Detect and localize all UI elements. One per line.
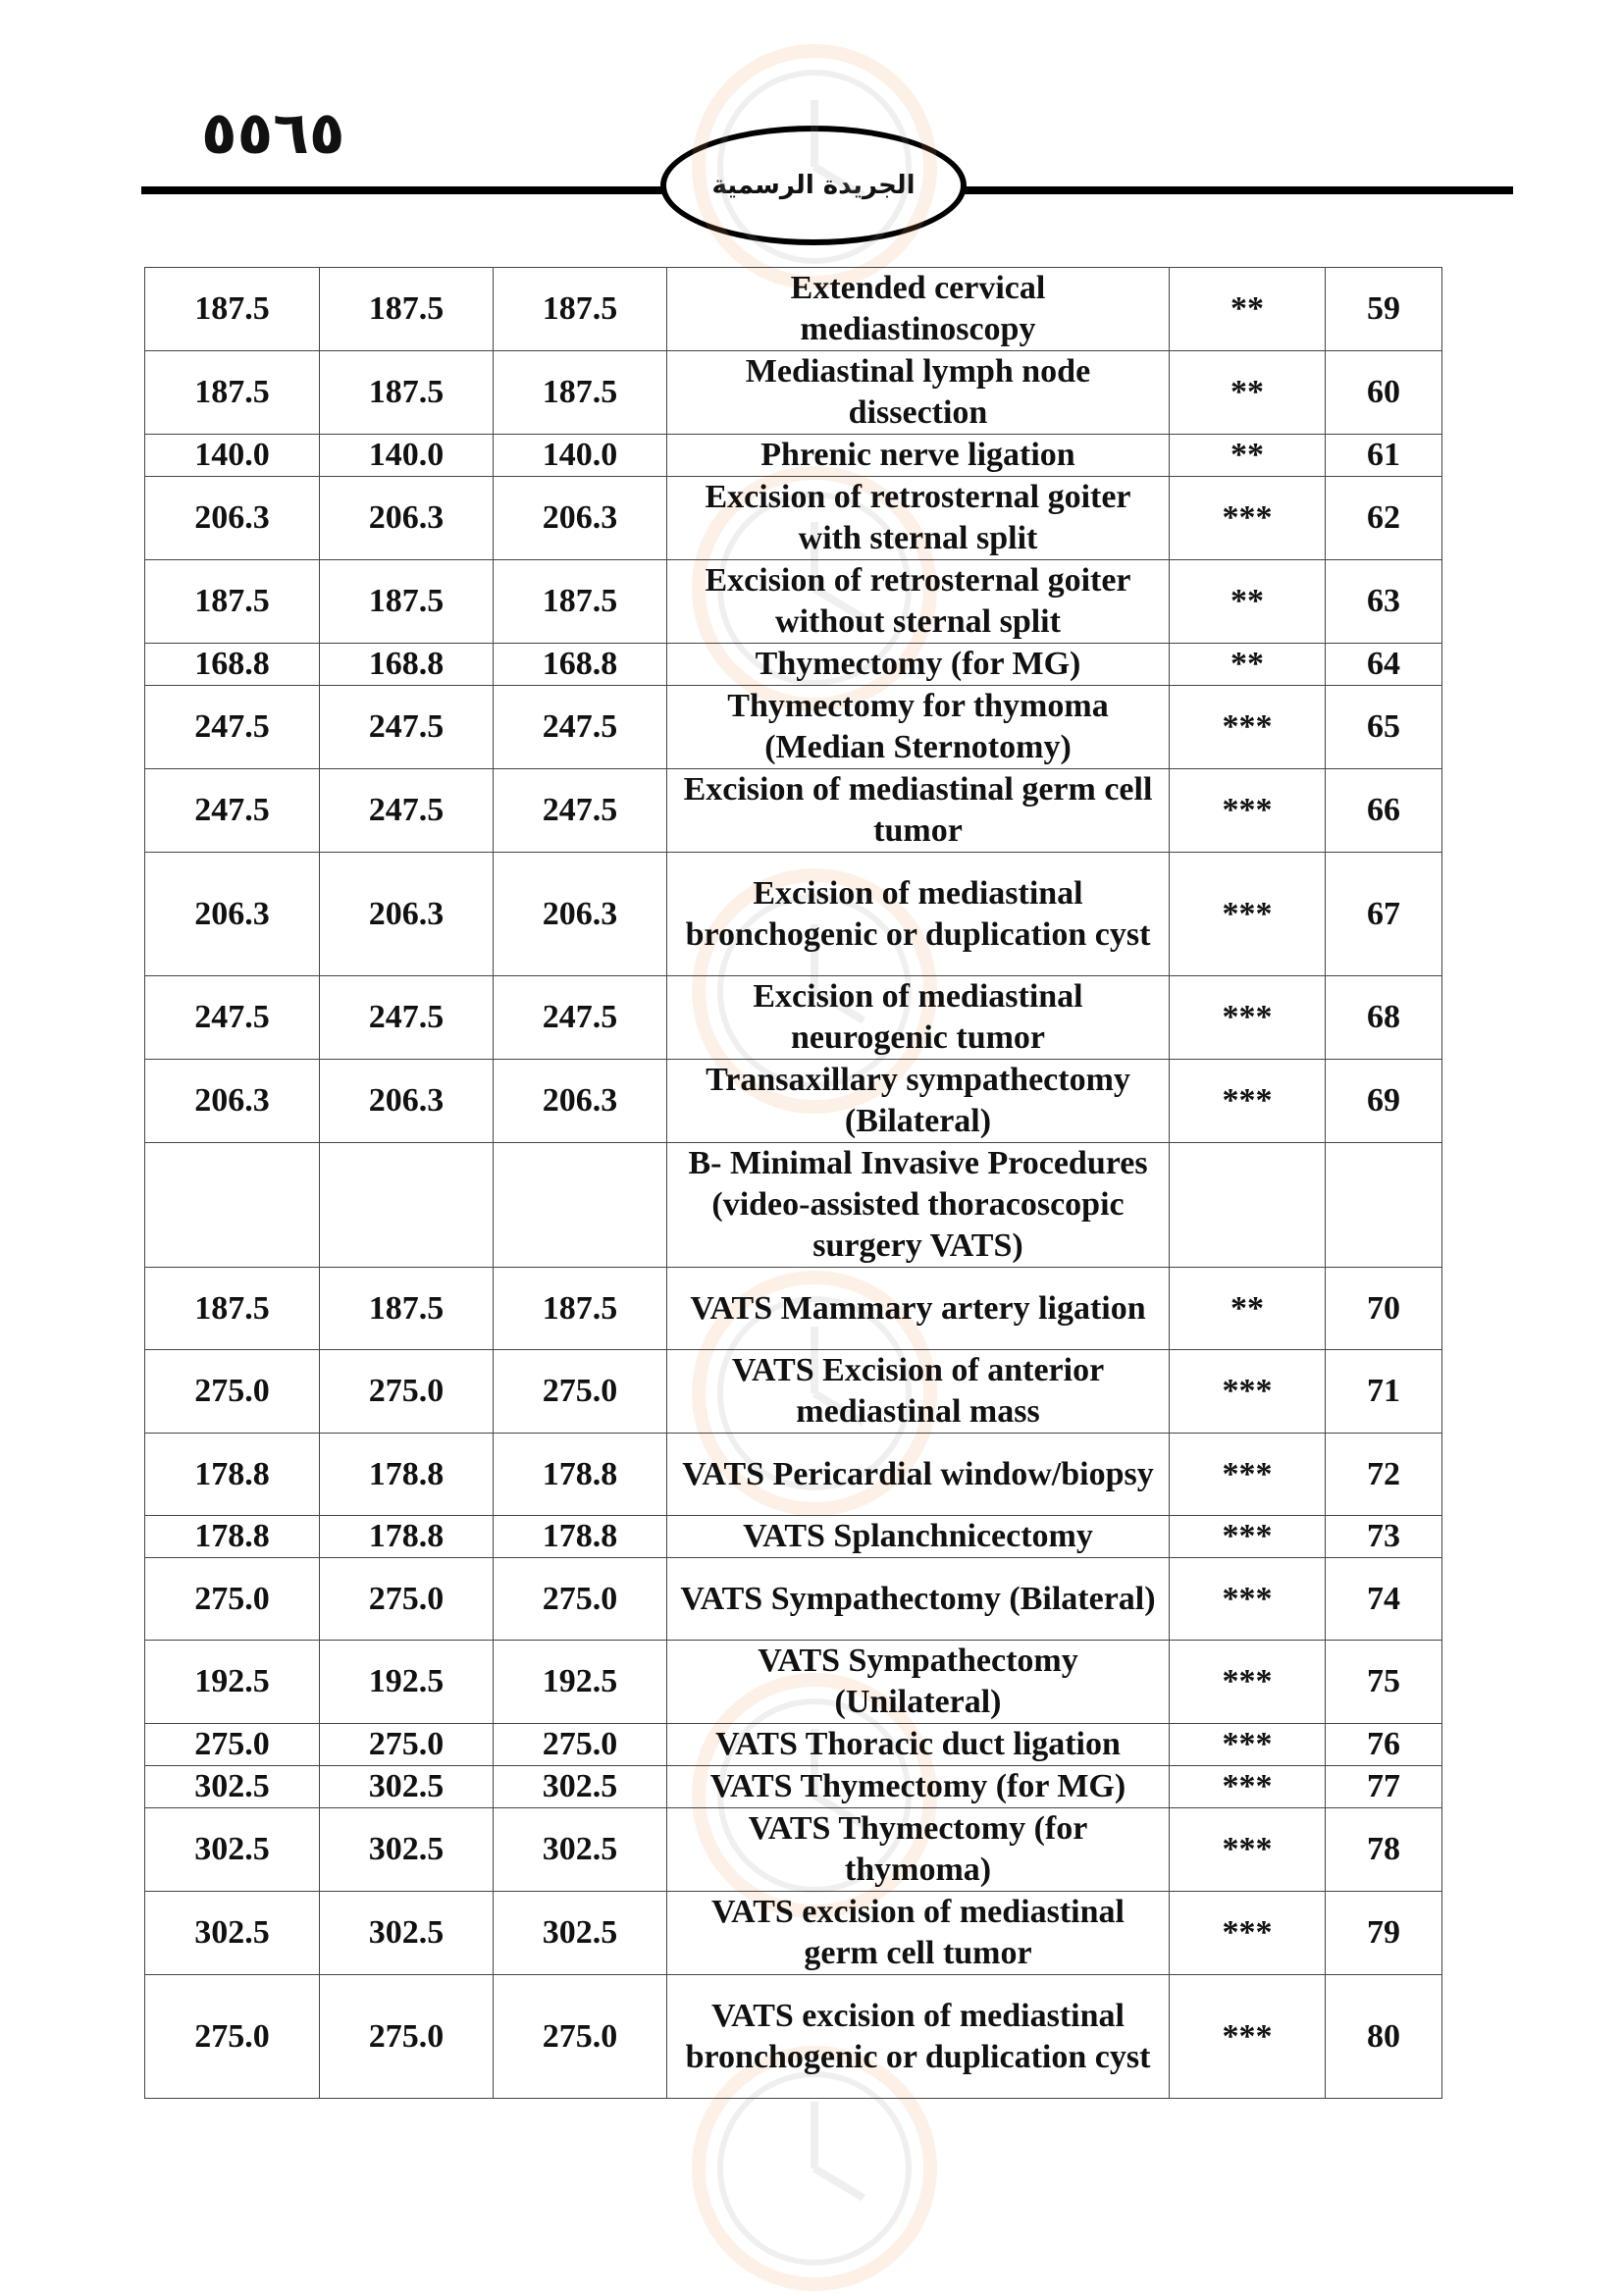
fee-value-1: 206.3 (145, 853, 320, 976)
fee-value-3: 206.3 (494, 853, 667, 976)
table-row (145, 1892, 1442, 1975)
fee-value-1 (145, 1143, 320, 1268)
table-row (145, 686, 1442, 769)
row-number: 75 (1326, 1641, 1442, 1724)
fee-value-2: 187.5 (320, 1268, 494, 1350)
table-row (145, 1975, 1442, 2099)
fee-value-2: 187.5 (320, 560, 494, 644)
fee-value-2: 178.8 (320, 1516, 494, 1558)
table-row (145, 1808, 1442, 1892)
fee-value-1: 187.5 (145, 351, 320, 435)
table-row (145, 1268, 1442, 1350)
fee-value-3: 275.0 (494, 1724, 667, 1766)
row-number: 79 (1326, 1892, 1442, 1975)
procedure-name: Thymectomy for thymoma (Median Sternotomy) (667, 686, 1170, 769)
table-row (145, 1641, 1442, 1724)
fee-value-1: 275.0 (145, 1558, 320, 1641)
table-row (145, 1143, 1442, 1268)
fee-value-2: 275.0 (320, 1350, 494, 1434)
fee-value-3: 178.8 (494, 1516, 667, 1558)
row-number: 69 (1326, 1060, 1442, 1143)
procedure-name: VATS Pericardial window/biopsy (667, 1434, 1170, 1516)
row-number (1326, 1143, 1442, 1268)
fee-value-2: 275.0 (320, 1975, 494, 2099)
table-row (145, 1724, 1442, 1766)
fee-value-3: 302.5 (494, 1892, 667, 1975)
row-number: 74 (1326, 1558, 1442, 1641)
procedure-name: VATS Thymectomy (for MG) (667, 1766, 1170, 1808)
fee-value-2: 302.5 (320, 1808, 494, 1892)
table-row (145, 268, 1442, 351)
procedure-grade: ** (1170, 268, 1326, 351)
procedure-name: VATS Sympathectomy (Unilateral) (667, 1641, 1170, 1724)
fee-value-3: 187.5 (494, 351, 667, 435)
procedure-grade: *** (1170, 853, 1326, 976)
table-row (145, 1766, 1442, 1808)
procedure-grade: ** (1170, 1268, 1326, 1350)
fee-value-1: 206.3 (145, 477, 320, 560)
row-number: 80 (1326, 1975, 1442, 2099)
fee-value-1: 178.8 (145, 1434, 320, 1516)
procedure-grade: ** (1170, 435, 1326, 477)
gazette-title-oval (660, 126, 967, 245)
procedure-name: VATS excision of mediastinal bronchogenic or duplication cyst (667, 1975, 1170, 2099)
page-number: ٥٥٦٥ (201, 99, 345, 168)
procedure-name: Excision of retrosternal goiter without sternal split (667, 560, 1170, 644)
table-row (145, 1558, 1442, 1641)
fee-value-2: 168.8 (320, 644, 494, 686)
fee-value-1: 247.5 (145, 976, 320, 1060)
fee-value-2: 247.5 (320, 976, 494, 1060)
row-number: 62 (1326, 477, 1442, 560)
table-row (145, 560, 1442, 644)
row-number: 78 (1326, 1808, 1442, 1892)
procedure-fee-table (144, 267, 1442, 2099)
fee-value-2: 206.3 (320, 1060, 494, 1143)
fee-value-3: 247.5 (494, 686, 667, 769)
fee-value-3: 247.5 (494, 769, 667, 853)
fee-value-3: 187.5 (494, 1268, 667, 1350)
table-row (145, 1350, 1442, 1434)
row-number: 76 (1326, 1724, 1442, 1766)
fee-value-3: 275.0 (494, 1975, 667, 2099)
fee-value-1: 275.0 (145, 1724, 320, 1766)
fee-value-2: 187.5 (320, 351, 494, 435)
table-row (145, 1060, 1442, 1143)
fee-value-2 (320, 1143, 494, 1268)
fee-value-1: 302.5 (145, 1766, 320, 1808)
fee-value-2: 206.3 (320, 477, 494, 560)
row-number: 66 (1326, 769, 1442, 853)
row-number: 63 (1326, 560, 1442, 644)
fee-value-3: 302.5 (494, 1808, 667, 1892)
procedure-grade: *** (1170, 1350, 1326, 1434)
fee-value-3: 168.8 (494, 644, 667, 686)
procedure-name: Extended cervical mediastinoscopy (667, 268, 1170, 351)
row-number: 67 (1326, 853, 1442, 976)
fee-value-1: 275.0 (145, 1975, 320, 2099)
procedure-grade: *** (1170, 1434, 1326, 1516)
procedure-name: VATS Excision of anterior mediastinal mass (667, 1350, 1170, 1434)
procedure-grade: *** (1170, 1060, 1326, 1143)
fee-value-3: 140.0 (494, 435, 667, 477)
fee-value-3: 206.3 (494, 1060, 667, 1143)
procedure-grade (1170, 1143, 1326, 1268)
fee-value-1: 192.5 (145, 1641, 320, 1724)
row-number: 68 (1326, 976, 1442, 1060)
row-number: 65 (1326, 686, 1442, 769)
fee-value-1: 187.5 (145, 560, 320, 644)
fee-value-3: 275.0 (494, 1558, 667, 1641)
table-row (145, 477, 1442, 560)
table-row (145, 644, 1442, 686)
fee-value-2: 206.3 (320, 853, 494, 976)
fee-value-1: 206.3 (145, 1060, 320, 1143)
row-number: 61 (1326, 435, 1442, 477)
procedure-grade: ** (1170, 351, 1326, 435)
procedure-grade: *** (1170, 1975, 1326, 2099)
row-number: 64 (1326, 644, 1442, 686)
fee-value-3: 192.5 (494, 1641, 667, 1724)
procedure-grade: *** (1170, 1724, 1326, 1766)
fee-value-1: 247.5 (145, 769, 320, 853)
gazette-title: الجريدة الرسمية (711, 171, 916, 200)
procedure-grade: *** (1170, 686, 1326, 769)
procedure-grade: *** (1170, 1892, 1326, 1975)
procedure-grade: *** (1170, 1516, 1326, 1558)
fee-value-3: 247.5 (494, 976, 667, 1060)
fee-value-3: 187.5 (494, 560, 667, 644)
row-number: 59 (1326, 268, 1442, 351)
fee-value-1: 178.8 (145, 1516, 320, 1558)
table-row (145, 1434, 1442, 1516)
fee-value-2: 247.5 (320, 769, 494, 853)
procedure-grade: *** (1170, 1641, 1326, 1724)
table-row (145, 769, 1442, 853)
procedure-name: VATS Splanchnicectomy (667, 1516, 1170, 1558)
fee-value-2: 302.5 (320, 1892, 494, 1975)
procedure-name: Thymectomy (for MG) (667, 644, 1170, 686)
fee-value-1: 140.0 (145, 435, 320, 477)
fee-value-1: 302.5 (145, 1892, 320, 1975)
fee-value-2: 247.5 (320, 686, 494, 769)
procedure-grade: *** (1170, 1766, 1326, 1808)
fee-value-2: 178.8 (320, 1434, 494, 1516)
fee-value-2: 302.5 (320, 1766, 494, 1808)
fee-value-2: 140.0 (320, 435, 494, 477)
procedure-name: B- Minimal Invasive Procedures (video-assisted thoracoscopic surgery VATS) (667, 1143, 1170, 1268)
row-number: 71 (1326, 1350, 1442, 1434)
procedure-name: VATS Sympathectomy (Bilateral) (667, 1558, 1170, 1641)
row-number: 70 (1326, 1268, 1442, 1350)
table-row (145, 853, 1442, 976)
procedure-grade: *** (1170, 1558, 1326, 1641)
fee-value-1: 275.0 (145, 1350, 320, 1434)
procedure-grade: *** (1170, 976, 1326, 1060)
fee-value-2: 275.0 (320, 1558, 494, 1641)
procedure-grade: *** (1170, 769, 1326, 853)
row-number: 72 (1326, 1434, 1442, 1516)
fee-value-1: 247.5 (145, 686, 320, 769)
fee-value-2: 192.5 (320, 1641, 494, 1724)
fee-value-2: 187.5 (320, 268, 494, 351)
fee-value-3: 178.8 (494, 1434, 667, 1516)
procedure-grade: *** (1170, 477, 1326, 560)
row-number: 73 (1326, 1516, 1442, 1558)
fee-value-2: 275.0 (320, 1724, 494, 1766)
table-row (145, 1516, 1442, 1558)
procedure-name: Excision of mediastinal neurogenic tumor (667, 976, 1170, 1060)
fee-value-3: 187.5 (494, 268, 667, 351)
procedure-grade: ** (1170, 644, 1326, 686)
procedure-name: Excision of retrosternal goiter with sternal split (667, 477, 1170, 560)
fee-value-3 (494, 1143, 667, 1268)
fee-value-3: 302.5 (494, 1766, 667, 1808)
fee-value-3: 275.0 (494, 1350, 667, 1434)
procedure-name: VATS Thoracic duct ligation (667, 1724, 1170, 1766)
procedure-name: Excision of mediastinal germ cell tumor (667, 769, 1170, 853)
fee-value-3: 206.3 (494, 477, 667, 560)
procedure-name: Phrenic nerve ligation (667, 435, 1170, 477)
procedure-name: Transaxillary sympathectomy (Bilateral) (667, 1060, 1170, 1143)
fee-value-1: 187.5 (145, 268, 320, 351)
fee-value-1: 187.5 (145, 1268, 320, 1350)
procedure-grade: *** (1170, 1808, 1326, 1892)
procedure-name: Mediastinal lymph node dissection (667, 351, 1170, 435)
procedure-name: VATS excision of mediastinal germ cell tumor (667, 1892, 1170, 1975)
table-row (145, 435, 1442, 477)
procedure-name: VATS Thymectomy (for thymoma) (667, 1808, 1170, 1892)
table-row (145, 351, 1442, 435)
procedure-grade: ** (1170, 560, 1326, 644)
fee-value-1: 168.8 (145, 644, 320, 686)
row-number: 60 (1326, 351, 1442, 435)
row-number: 77 (1326, 1766, 1442, 1808)
fee-value-1: 302.5 (145, 1808, 320, 1892)
procedure-name: VATS Mammary artery ligation (667, 1268, 1170, 1350)
procedure-name: Excision of mediastinal bronchogenic or duplication cyst (667, 853, 1170, 976)
table-row (145, 976, 1442, 1060)
